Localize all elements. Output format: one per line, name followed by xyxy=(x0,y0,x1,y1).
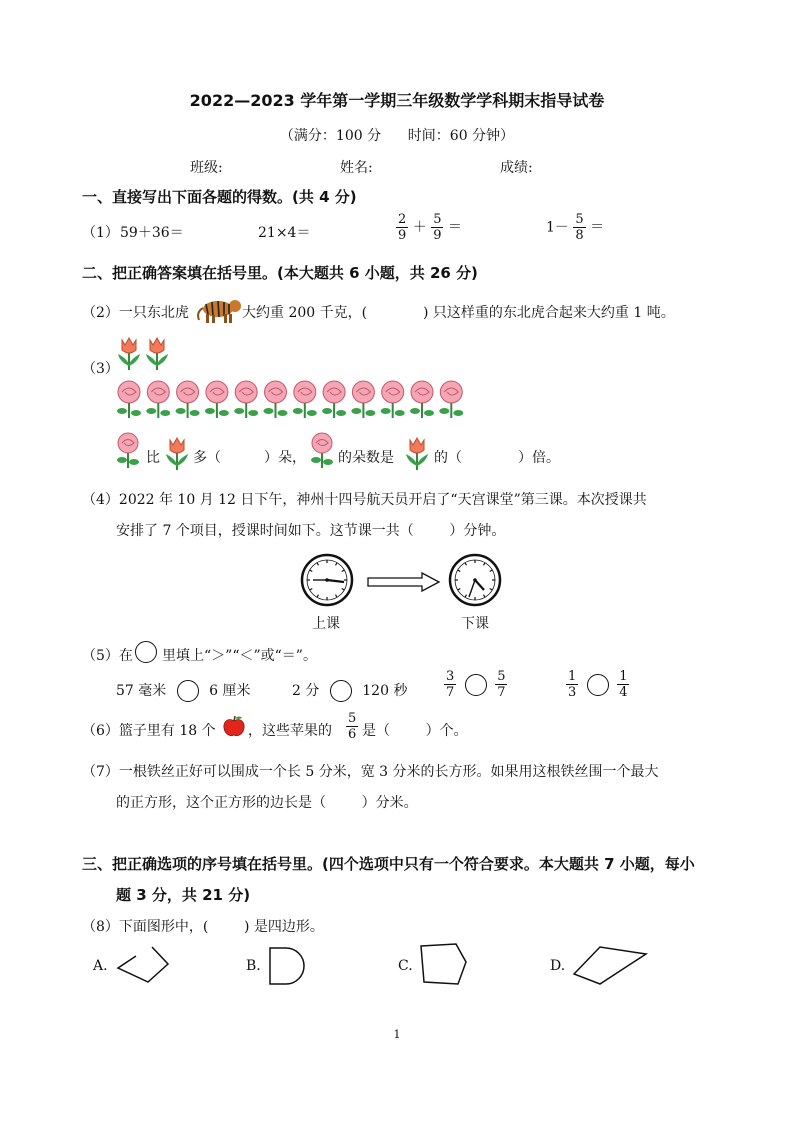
tulip-icon xyxy=(404,436,430,472)
fraction: $\frac{2}{9}$ xyxy=(398,212,407,243)
fraction: $\frac{5}{6}$ xyxy=(348,711,357,742)
start-clock-label: 上课 xyxy=(312,616,340,632)
rose-icon xyxy=(176,381,200,418)
q3-text-c: ）朵， xyxy=(264,450,306,466)
shape-a[interactable] xyxy=(114,944,174,984)
fraction: $\frac{5}{9}$ xyxy=(433,212,442,243)
q5-text-a: （5）在 xyxy=(82,648,133,664)
q7-line1: （7）一根铁丝正好可以围成一个长 5 分米，宽 3 分米的长方形。如果用这根铁丝围一个最大 xyxy=(82,764,659,780)
fraction: $\frac{5}{8}$ xyxy=(575,212,584,243)
q5-compare-1: 57 毫米 6 厘米 xyxy=(116,680,251,702)
page-title: 2022—2023 学年第一学期三年级数学学科期末指导试卷 xyxy=(189,91,605,110)
end-clock-label: 下课 xyxy=(461,616,489,632)
q3-text-b: 多（ xyxy=(193,450,221,466)
apple-icon xyxy=(222,714,246,738)
tulip-icon xyxy=(146,338,168,370)
answer-circle[interactable] xyxy=(587,674,609,696)
q3-text-a: 比 xyxy=(146,450,160,466)
page-number: 1 xyxy=(393,1028,401,1041)
q6-text-a: （6）篮子里有 18 个 xyxy=(82,723,216,739)
option-d-label[interactable]: D. xyxy=(550,958,566,974)
q1-label: （1） xyxy=(82,225,119,241)
q3-text-d: 的朵数是 xyxy=(338,450,394,466)
q4-line2: 安排了 7 个项目，授课时间如下。这节课一共（ ）分钟。 xyxy=(116,523,506,539)
section2-heading: 二、把正确答案填在括号里。(本大题共 6 小题，共 26 分) xyxy=(82,264,478,282)
shape-b[interactable] xyxy=(268,946,308,986)
answer-circle[interactable] xyxy=(135,641,157,663)
fraction: $\frac{1}{4}$ xyxy=(619,669,628,700)
q3-text-e: 的（ xyxy=(434,450,462,466)
q6-text-b: ，这些苹果的 xyxy=(248,723,332,739)
rose-icon xyxy=(116,432,142,470)
q2-text-c: ) 只这样重的东北虎合起来大约重 1 吨。 xyxy=(423,305,675,321)
section3-heading: 三、把正确选项的序号填在括号里。(四个选项中只有一个符合要求。本大题共 7 小题，每小 xyxy=(82,855,695,873)
arrow-icon xyxy=(366,572,442,592)
rose-icon xyxy=(264,381,288,418)
rose-icon xyxy=(205,381,229,418)
class-field-label: 班级: xyxy=(190,160,223,176)
shape-c[interactable] xyxy=(418,942,470,986)
option-a-label[interactable]: A. xyxy=(93,958,108,974)
q4-line1: （4）2022 年 10 月 12 日下午，神州十四号航天员开启了“天宫课堂”第三课。本次授课共 xyxy=(82,492,647,508)
rose-icon xyxy=(293,381,317,418)
tiger-icon xyxy=(198,296,242,324)
start-clock-icon xyxy=(300,553,354,607)
rose-icon xyxy=(439,381,463,418)
q2-text-b: 大约重 200 千克，( xyxy=(242,305,368,321)
section3-heading-cont: 题 3 分，共 21 分) xyxy=(116,886,251,904)
q5-compare-2: 2 分 120 秒 xyxy=(292,680,407,702)
tulip-icon xyxy=(118,338,140,370)
rose-icon xyxy=(381,381,405,418)
q3-label: （3） xyxy=(82,361,119,377)
option-b-label[interactable]: B. xyxy=(246,958,261,974)
q8-text: （8）下面图形中，( ) 是四边形。 xyxy=(82,919,324,935)
tulip-row xyxy=(116,336,176,372)
answer-circle[interactable] xyxy=(330,680,352,702)
answer-circle[interactable] xyxy=(177,680,199,702)
q1-problem-3: $\frac{2}{9}$ ＋ $\frac{5}{9}$ ＝ xyxy=(398,212,462,243)
q5-compare-4 xyxy=(566,670,629,699)
rose-icon xyxy=(117,381,141,418)
answer-circle[interactable] xyxy=(465,674,487,696)
end-clock-icon xyxy=(448,553,502,607)
tulip-icon xyxy=(164,436,190,472)
rose-icon xyxy=(322,381,346,418)
score-field-label: 成绩: xyxy=(500,160,533,176)
q1-problem-1: 59＋36＝ xyxy=(120,225,184,241)
rose-row xyxy=(116,380,476,420)
fraction: $\frac{5}{7}$ xyxy=(497,669,506,700)
fraction: $\frac{3}{7}$ xyxy=(446,669,455,700)
q1-problem-2: 21×4＝ xyxy=(258,225,311,241)
q5-compare-3 xyxy=(444,670,507,699)
q6-text-c: 是（ ）个。 xyxy=(362,723,468,739)
rose-icon xyxy=(234,381,258,418)
q5-text-b: 里填上“＞”“＜”或“＝”。 xyxy=(162,648,317,664)
rose-icon xyxy=(410,381,434,418)
rose-icon xyxy=(146,381,170,418)
q1-problem-4: 1－ $\frac{5}{8}$ ＝ xyxy=(546,212,605,243)
page-subtitle: （满分：100 分 时间：60 分钟） xyxy=(279,128,515,144)
fraction: $\frac{1}{3}$ xyxy=(568,669,577,700)
q7-line2: 的正方形，这个正方形的边长是（ ）分米。 xyxy=(116,795,418,811)
q3-text-f: ）倍。 xyxy=(518,450,560,466)
rose-icon xyxy=(351,381,375,418)
rose-icon xyxy=(310,432,336,470)
section1-heading: 一、直接写出下面各题的得数。(共 4 分) xyxy=(82,188,357,206)
shape-d[interactable] xyxy=(572,944,652,988)
option-c-label[interactable]: C. xyxy=(398,958,413,974)
name-field-label: 姓名: xyxy=(340,160,373,176)
q2-text-a: （2）一只东北虎 xyxy=(82,305,189,321)
